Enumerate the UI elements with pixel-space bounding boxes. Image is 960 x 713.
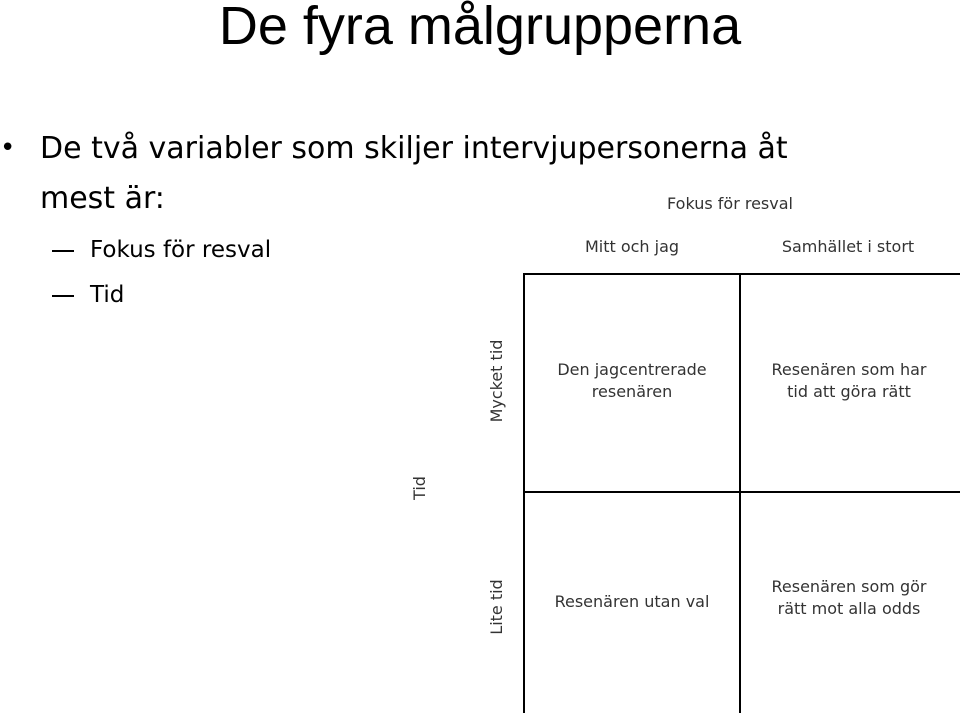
slide-title: De fyra målgrupperna [218,0,742,56]
cell-mot-alla-odds [741,576,957,620]
cell-line: Resenären som gör [771,577,927,596]
dash-icon [52,295,74,297]
row-label-mycket-tid: Mycket tid [487,339,506,423]
grid-line-center [523,491,960,493]
cell-jagcentrerade [524,359,740,403]
row-label-lite-tid: Lite tid [487,579,506,635]
cell-line: tid att göra rätt [787,382,911,401]
cell-line: resenären [591,382,673,401]
bullet-text-line-1: De två variabler som skiljer intervjupersonerna åt [40,131,788,166]
cell-line: Resenären utan val [554,592,710,611]
sub-item-label: Fokus för resval [90,237,272,263]
cell-line: Resenären som har [771,360,927,379]
dash-icon [52,250,74,252]
bullet-text-line-2: mest är: [40,181,165,216]
top-axis-label: Fokus för resval [667,194,793,213]
bullet-dot-icon: • [0,133,16,163]
cell-line: rätt mot alla odds [777,599,921,618]
sub-item-tid [52,281,124,309]
sub-item-fokus [52,236,271,264]
grid-line-top [523,273,960,275]
cell-line: Den jagcentrerade [557,360,707,379]
cell-utan-val [524,591,740,613]
column-label-samhallet: Samhället i stort [781,237,915,256]
grid-line-middle [739,273,741,713]
side-axis-label: Tid [410,476,429,500]
grid-line-left [523,273,525,713]
column-label-mitt-och-jag: Mitt och jag [584,237,680,256]
cell-tid-att-gora-ratt [741,359,957,403]
sub-item-label: Tid [90,282,125,308]
